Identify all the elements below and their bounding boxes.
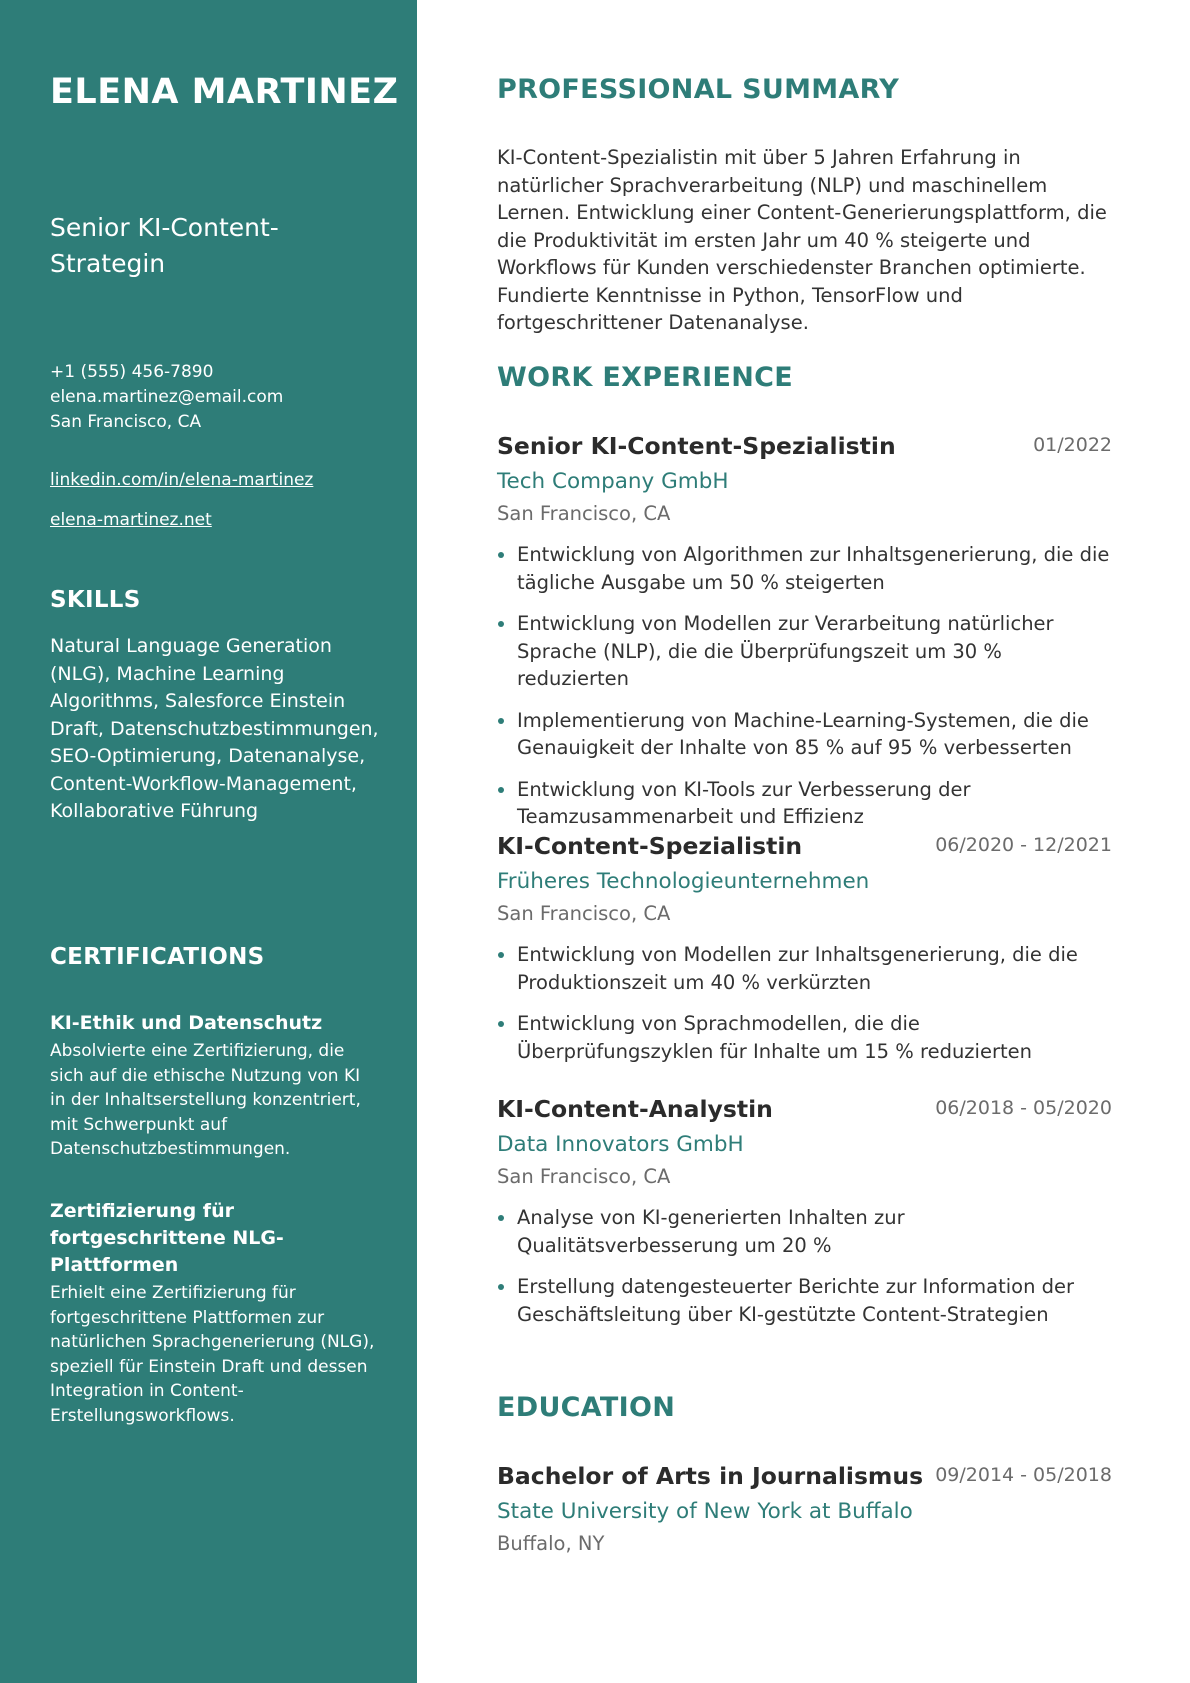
job-bullet: Entwicklung von Modellen zur Inhaltsgenerierung, die die Produktionszeit um 40 % verkürzten	[497, 941, 1112, 996]
job-bullets	[497, 541, 1112, 831]
job-entry-title: Senior KI-Content-Spezialistin	[497, 432, 896, 460]
summary-text: KI-Content-Spezialistin mit über 5 Jahren Erfahrung in natürlicher Sprachverarbeitung (NLP) und maschinellem Lernen. Entwicklung einer Content-Generierungsplattform, die die Produktivität im ersten Jahr um 40 % steigerte und Workflows für Kunden verschiedenster Branchen optimierte. Fundierte Kenntnisse in Python, TensorFlow und fortgeschrittener Datenanalyse.	[497, 146, 1107, 334]
job-entry-date: 01/2022	[1033, 434, 1112, 456]
certifications-heading: CERTIFICATIONS	[50, 944, 265, 970]
certification-title: Zertifizierung für fortgeschrittene NLG-Plattformen	[50, 1200, 284, 1276]
job-entry-company: Data Innovators GmbH	[497, 1132, 744, 1157]
education-location: Buffalo, NY	[497, 1532, 605, 1555]
job-entry	[497, 832, 1112, 1079]
location: San Francisco, CA	[50, 412, 202, 432]
job-title: Senior KI-Content-Strategin	[50, 213, 279, 278]
sidebar	[0, 0, 417, 1683]
job-bullets	[497, 1204, 1112, 1328]
certification-title: KI-Ethik und Datenschutz	[50, 1012, 323, 1034]
job-entry-location: San Francisco, CA	[497, 902, 671, 925]
job-bullet: Implementierung von Machine-Learning-Systemen, die die Genauigkeit der Inhalte von 85 % auf 95 % verbesserten	[497, 707, 1112, 762]
job-entry-title: KI-Content-Spezialistin	[497, 832, 803, 860]
summary-heading: PROFESSIONAL SUMMARY	[497, 74, 900, 105]
job-bullet: Analyse von KI-generierten Inhalten zur Qualitätsverbesserung um 20 %	[497, 1204, 1112, 1259]
job-entry-location: San Francisco, CA	[497, 1165, 671, 1188]
skills-heading: SKILLS	[50, 587, 141, 613]
job-bullet: Entwicklung von Algorithmen zur Inhaltsgenerierung, die die tägliche Ausgabe um 50 % steigerten	[497, 541, 1112, 596]
certification-description: Erhielt eine Zertifizierung für fortgeschrittene Plattformen zur natürlichen Sprachgenerierung (NLG), speziell für Einstein Draft und dessen Integration in Content-Erstellungsworkflows.	[50, 1283, 375, 1426]
certification-item	[50, 1198, 380, 1428]
job-bullets	[497, 941, 1112, 1065]
job-entry	[497, 1095, 1112, 1342]
job-bullet: Entwicklung von Sprachmodellen, die die Überprüfungszyklen für Inhalte um 15 % reduzierten	[497, 1010, 1112, 1065]
job-bullet: Entwicklung von Modellen zur Verarbeitung natürlicher Sprache (NLP), die die Überprüfungszeit um 30 % reduzierten	[497, 610, 1112, 693]
job-entry	[497, 432, 1112, 845]
candidate-name: ELENA MARTINEZ	[50, 72, 399, 112]
job-bullet: Erstellung datengesteuerter Berichte zur Information der Geschäftsleitung über KI-gestützte Content-Strategien	[497, 1273, 1112, 1328]
work-experience-heading: WORK EXPERIENCE	[497, 362, 793, 393]
education-heading: EDUCATION	[497, 1392, 676, 1423]
job-entry-date: 06/2020 - 12/2021	[935, 834, 1112, 856]
contact-info	[50, 360, 390, 435]
phone-number: +1 (555) 456-7890	[50, 362, 214, 382]
certification-item	[50, 1010, 380, 1162]
certification-description: Absolvierte eine Zertifizierung, die sich auf die ethische Nutzung von KI in der Inhaltserstellung konzentriert, mit Schwerpunkt auf Datenschutzbestimmungen.	[50, 1041, 361, 1159]
job-bullet: Entwicklung von KI-Tools zur Verbesserung der Teamzusammenarbeit und Effizienz	[497, 776, 1112, 831]
job-entry-location: San Francisco, CA	[497, 502, 671, 525]
education-school: State University of New York at Buffalo	[497, 1499, 913, 1524]
job-entry-date: 06/2018 - 05/2020	[935, 1097, 1112, 1119]
education-entry	[497, 1462, 1112, 1560]
website-link[interactable]: elena-martinez.net	[50, 510, 212, 530]
linkedin-link[interactable]: linkedin.com/in/elena-martinez	[50, 470, 314, 490]
education-degree: Bachelor of Arts in Journalismus	[497, 1462, 924, 1490]
skills-list: Natural Language Generation (NLG), Machine Learning Algorithms, Salesforce Einstein Draft, Datenschutzbestimmungen, SEO-Optimierung, Datenanalyse, Content-Workflow-Management, Kollaborative Führung	[50, 635, 379, 822]
email-address: elena.martinez@email.com	[50, 387, 284, 407]
job-entry-company: Früheres Technologieunternehmen	[497, 869, 870, 894]
job-entry-title: KI-Content-Analystin	[497, 1095, 773, 1123]
education-date: 09/2014 - 05/2018	[935, 1464, 1112, 1486]
main-content	[497, 0, 1112, 1683]
job-entry-company: Tech Company GmbH	[497, 469, 729, 494]
